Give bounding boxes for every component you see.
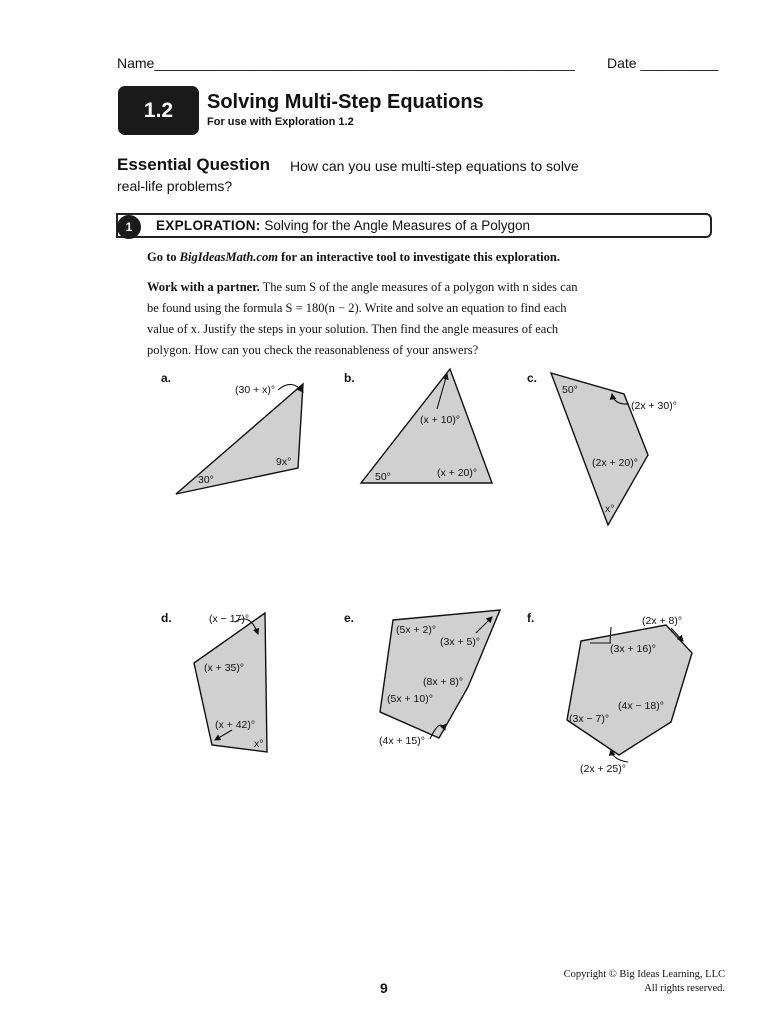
- label-f: f.: [527, 611, 535, 625]
- angle-b-2: 50°: [375, 471, 391, 483]
- goto-suffix: for an interactive tool to investigate this exploration.: [277, 250, 560, 264]
- angle-e-2: (3x + 5)°: [440, 636, 481, 648]
- angle-e-1: (5x + 2)°: [396, 624, 437, 636]
- copyright-notice: [540, 968, 725, 996]
- page-number: 9: [380, 980, 388, 996]
- essential-question-label: Essential Question: [117, 155, 271, 174]
- label-c: c.: [527, 371, 538, 385]
- angle-d-3: (x + 42)°: [215, 719, 256, 731]
- angle-d-4: x°: [254, 738, 264, 750]
- label-e: e.: [344, 611, 355, 625]
- label-d: d.: [161, 611, 172, 625]
- angle-b-1: (x + 10)°: [420, 414, 461, 426]
- date-field-label: Date __________: [607, 55, 719, 71]
- triangle-a: [176, 384, 303, 494]
- angle-e-5: (4x + 15)°: [379, 735, 425, 747]
- goto-prefix: Go to: [147, 250, 180, 264]
- copyright-line-1: Copyright © Big Ideas Learning, LLC: [563, 969, 725, 980]
- angle-c-3: (2x + 20)°: [592, 457, 638, 469]
- lesson-title: Solving Multi-Step Equations: [207, 91, 484, 113]
- label-b: b.: [344, 371, 355, 385]
- triangle-b: [361, 369, 492, 483]
- angle-f-2: (3x + 16)°: [610, 643, 656, 655]
- copyright-line-2: All rights reserved.: [644, 983, 725, 994]
- essential-question-text-line1: How can you use multi-step equations to solve: [290, 158, 579, 174]
- exploration-number-badge: 1: [117, 215, 141, 239]
- angle-d-2: (x + 35)°: [204, 662, 245, 674]
- angle-d-1: (x − 17)°: [209, 613, 250, 625]
- angle-f-3: (4x − 18)°: [618, 700, 664, 712]
- angle-f-4: (3x − 7)°: [569, 713, 610, 725]
- lesson-number-badge: 1.2: [118, 86, 199, 135]
- angle-e-4: (5x + 10)°: [387, 693, 433, 705]
- work-bold-lead: Work with a partner.: [147, 280, 260, 294]
- work-line-2: be found using the formula S = 180(n − 2). Write and solve an equation to find each: [147, 301, 567, 315]
- goto-site-link[interactable]: BigIdeasMath.com: [179, 250, 278, 264]
- label-a: a.: [161, 371, 172, 385]
- exploration-title: Solving for the Angle Measures of a Polygon: [264, 218, 531, 233]
- work-line-4: polygon. How can you check the reasonableness of your answers?: [147, 343, 479, 357]
- angle-a-1: (30 + x)°: [235, 384, 276, 396]
- angle-b-3: (x + 20)°: [437, 467, 478, 479]
- angle-e-3: (8x + 8)°: [423, 676, 464, 688]
- angle-a-2: 9x°: [276, 456, 292, 468]
- angle-c-4: x°: [605, 503, 615, 515]
- essential-question-text-line2: real-life problems?: [117, 178, 233, 194]
- angle-f-1: (2x + 8)°: [642, 615, 683, 627]
- name-field-label: Name______________________________________________________: [117, 55, 575, 71]
- angle-f-5: (2x + 25)°: [580, 763, 626, 775]
- lesson-subtitle: For use with Exploration 1.2: [207, 116, 354, 128]
- work-line-3: value of x. Justify the steps in your solution. Then find the angle measures of each: [147, 322, 559, 336]
- work-line1-text: The sum S of the angle measures of a polygon with n sides can: [259, 280, 578, 294]
- exploration-label: EXPLORATION:: [156, 218, 261, 233]
- angle-a-3: 30°: [198, 474, 214, 486]
- angle-c-2: (2x + 30)°: [631, 400, 677, 412]
- angle-c-1: 50°: [562, 384, 578, 396]
